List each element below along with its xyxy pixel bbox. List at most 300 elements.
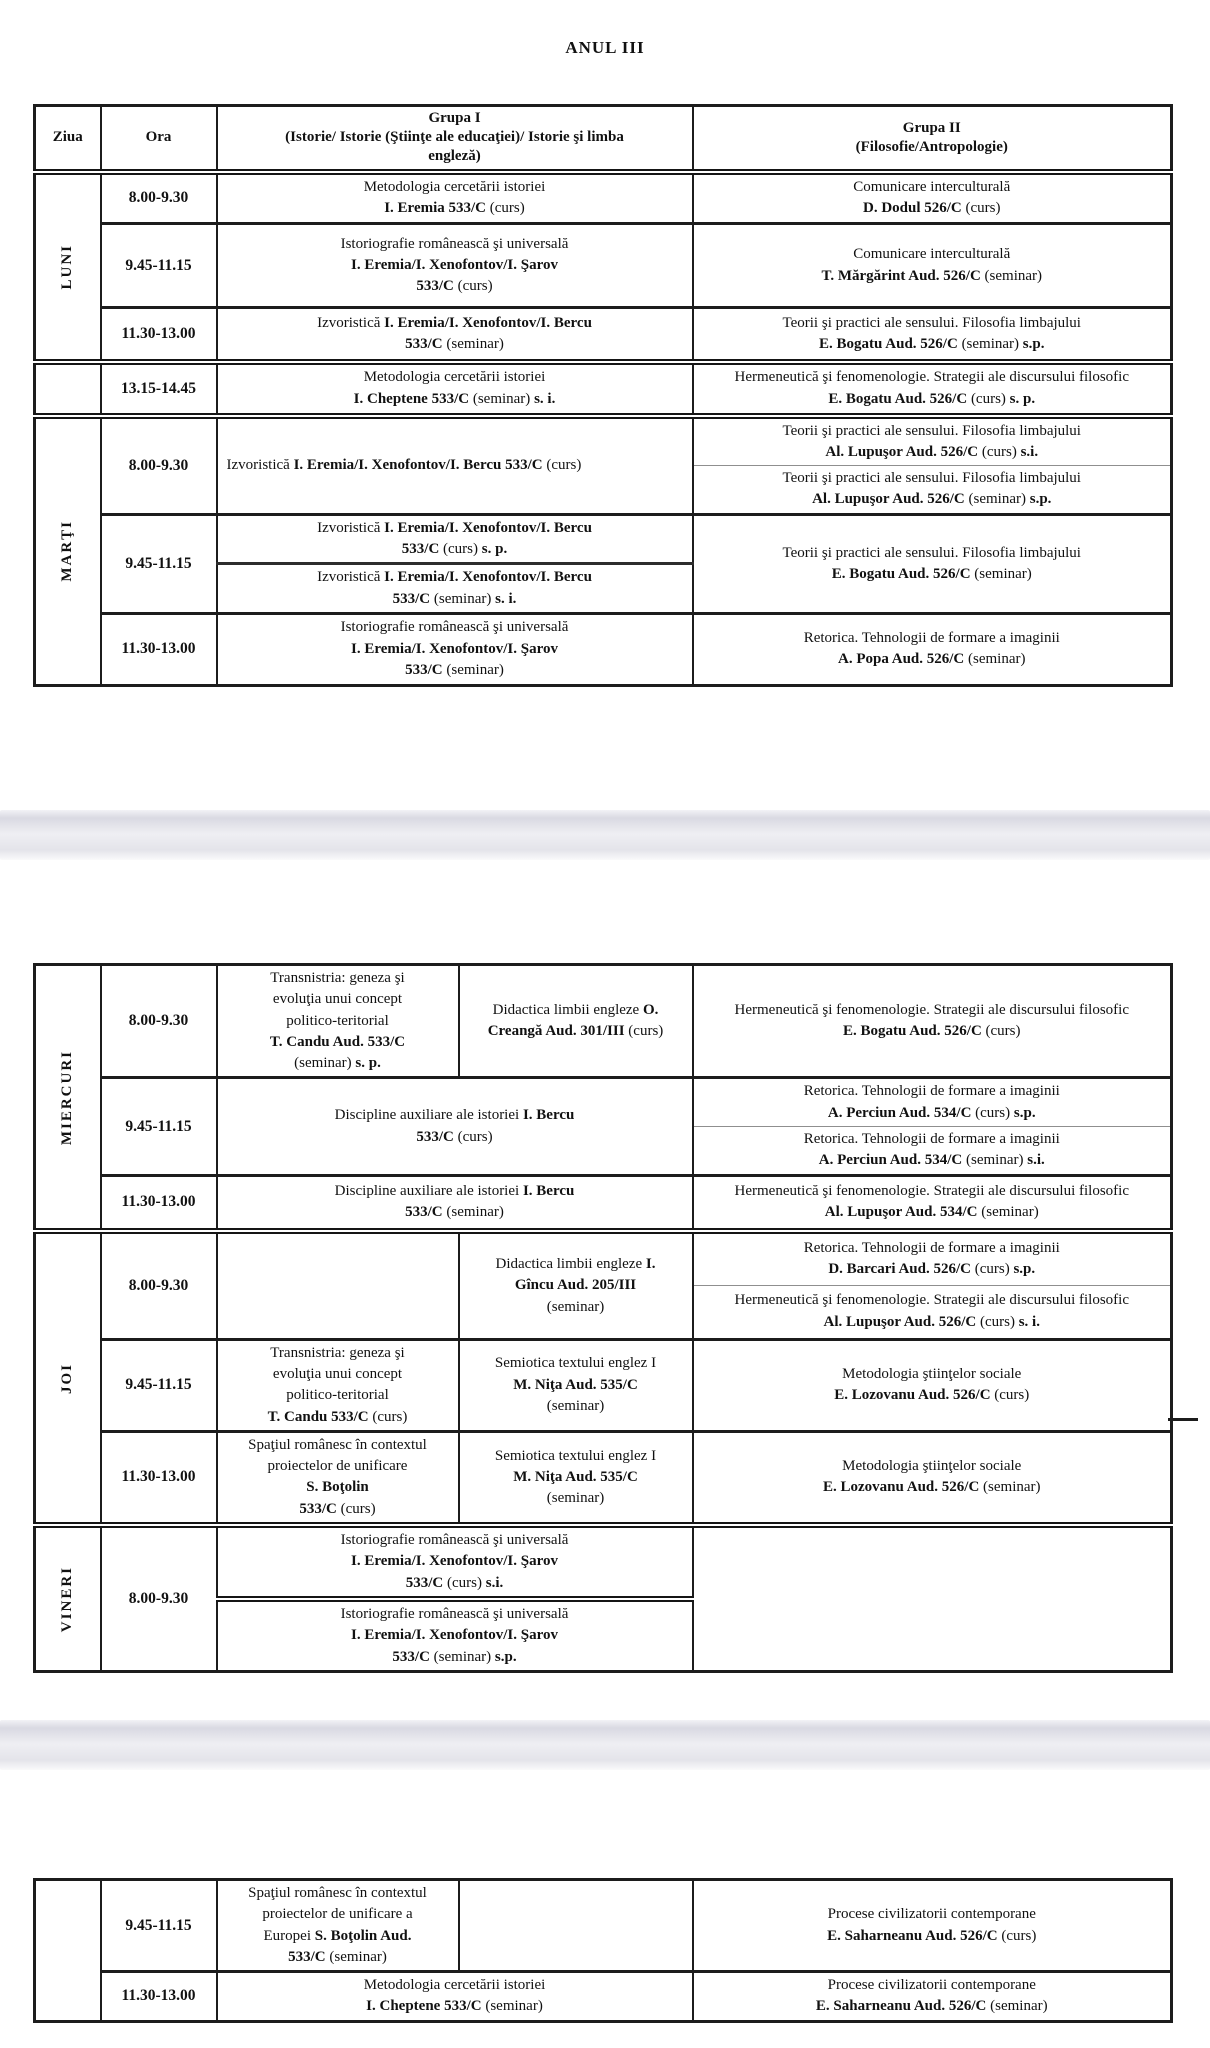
text-line: [224, 1573, 686, 1594]
header-row: [35, 106, 1172, 172]
table-row: [35, 172, 1172, 224]
text-run: D. Barcari Aud. 526/C: [828, 1261, 975, 1278]
text-run: E. Bogatu Aud. 526/C: [828, 390, 971, 407]
scan-artifact-line: [1168, 1418, 1198, 1421]
text-run: I.: [645, 1255, 656, 1272]
text-run: (seminar): [961, 335, 1023, 352]
text-run: Hermeneutică şi fenomenologie. Strategii ale discursului filosofic: [734, 1001, 1129, 1018]
text-line: [224, 1032, 452, 1053]
text-line: [700, 1477, 1165, 1498]
time-cell: 8.00-9.30: [101, 1231, 217, 1339]
text-line: [700, 1312, 1165, 1333]
text-run: Istoriografie românească şi universală: [340, 235, 569, 252]
text-run: Procese civilizatorii contemporane: [827, 1906, 1036, 1923]
text-run: s. i.: [1018, 1313, 1040, 1330]
text-line: [224, 1625, 686, 1646]
course-cell: [693, 965, 1172, 1078]
text-line: [700, 1975, 1165, 1996]
table-row: [35, 1972, 1172, 2022]
table-row: [35, 1231, 1172, 1285]
text-run: Grupa I: [428, 110, 481, 126]
table-row: [35, 1339, 1172, 1431]
course-cell: [693, 1431, 1172, 1525]
text-run: (curs): [970, 390, 1010, 407]
text-line: [224, 1530, 686, 1551]
text-run: A. Perciun Aud. 534/C: [818, 1152, 966, 1169]
text-run: Teorii şi practici ale sensului. Filosofia limbajului: [782, 544, 1081, 561]
time-cell: 9.45-11.15: [101, 224, 217, 308]
text-line: [224, 1456, 452, 1477]
text-run: Metodologia cercetării istoriei: [363, 1977, 546, 1994]
text-run: T. Mărgărint Aud. 526/C: [821, 267, 985, 284]
text-run: politico-teritorial: [286, 1387, 389, 1404]
text-run: s.p.: [1013, 1104, 1036, 1121]
text-run: Didactica limbii engleze: [495, 1255, 646, 1272]
course-subcell: [693, 1078, 1172, 1127]
table-row: [35, 1525, 1172, 1599]
text-run: s.p.: [1029, 491, 1052, 508]
text-line: [700, 1021, 1165, 1042]
time-cell: 9.45-11.15: [101, 1078, 217, 1175]
text-run: Metodologia ştiinţelor sociale: [842, 1365, 1022, 1382]
time-cell: 11.30-13.00: [101, 1972, 217, 2022]
text-run: Istoriografie românească şi universală: [340, 619, 569, 636]
time-cell: 11.30-13.00: [101, 308, 217, 362]
text-line: [224, 1647, 686, 1668]
text-run: (curs): [628, 1023, 664, 1040]
header-grupa1: [217, 106, 693, 172]
text-line: [224, 255, 686, 276]
text-run: 533/C: [405, 335, 447, 352]
text-line: [466, 1396, 686, 1417]
text-run: I. Eremia 533/C: [384, 200, 490, 217]
course-subcell: [693, 416, 1172, 466]
text-line: [224, 1053, 452, 1074]
text-line: [700, 564, 1165, 585]
page-separator-bar: [0, 810, 1210, 860]
text-run: I. Bercu: [522, 1107, 575, 1124]
text-line: [466, 1297, 686, 1318]
text-run: s.p.: [1013, 1261, 1036, 1278]
text-line: [224, 128, 686, 147]
text-line: [224, 367, 686, 388]
text-line: [224, 198, 686, 219]
table-row: [35, 224, 1172, 308]
table-row: [35, 613, 1172, 685]
page-separator-bar: [0, 1720, 1210, 1770]
text-run: I. Eremia/I. Xenofontov/I. Bercu: [384, 519, 592, 536]
course-cell: [217, 362, 693, 416]
text-run: 533/C: [299, 1500, 341, 1517]
text-line: [700, 313, 1165, 334]
text-line: [224, 1477, 452, 1498]
text-line: [224, 567, 686, 588]
text-run: s. i.: [495, 590, 517, 607]
text-line: [700, 1129, 1165, 1150]
course-cell: [693, 1339, 1172, 1431]
text-run: I. Eremia/I. Xenofontov/I. Şarov: [351, 256, 558, 273]
text-run: (curs): [975, 1104, 1014, 1121]
text-line: [700, 389, 1165, 410]
text-run: Transnistria: geneza şi: [270, 1344, 405, 1361]
text-line: [224, 1364, 452, 1385]
text-line: [700, 367, 1165, 388]
text-line: [466, 1375, 686, 1396]
course-subcell: [217, 514, 693, 564]
course-cell: [217, 1339, 459, 1431]
text-line: [700, 198, 1165, 219]
course-cell: [459, 1339, 693, 1431]
course-cell: [459, 965, 693, 1078]
text-run: Discipline auxiliare ale istoriei: [334, 1107, 523, 1124]
day-cell-empty: [35, 362, 101, 416]
text-run: s. i.: [534, 390, 556, 407]
text-run: Hermeneutică şi fenomenologie. Strategii ale discursului filosofic: [734, 1183, 1129, 1200]
text-run: s.i.: [1020, 443, 1039, 460]
course-cell: [217, 1078, 693, 1175]
course-cell: [217, 613, 693, 685]
text-line: [224, 313, 686, 334]
course-cell: [693, 224, 1172, 308]
day-label-joi: JOI: [59, 1362, 76, 1394]
text-run: s. p.: [1009, 390, 1036, 407]
text-run: A. Perciun Aud. 534/C: [827, 1104, 976, 1121]
text-line: [224, 1904, 452, 1925]
text-line: [224, 177, 686, 198]
text-line: [224, 276, 686, 297]
time-cell: 8.00-9.30: [101, 1525, 217, 1671]
text-run: evoluţia unui concept: [272, 991, 403, 1008]
text-run: Al. Lupuşor Aud. 534/C: [824, 1204, 982, 1221]
text-run: Grupa II: [902, 119, 961, 136]
timetable-top: [33, 104, 1173, 687]
course-cell: [217, 416, 693, 515]
text-line: [224, 1604, 686, 1625]
text-run: (curs): [443, 541, 482, 558]
text-run: Al. Lupuşor Aud. 526/C: [825, 443, 982, 460]
text-run: (seminar): [984, 267, 1043, 284]
text-run: E. Bogatu Aud. 526/C: [842, 1023, 986, 1040]
day-label-luni: LUNI: [59, 243, 76, 290]
text-run: (seminar): [546, 1490, 605, 1507]
text-run: Spaţiul românesc în contextul: [248, 1436, 427, 1453]
text-run: (curs): [994, 1387, 1030, 1404]
text-run: Teorii şi practici ale sensului. Filosofia limbajului: [782, 422, 1081, 439]
text-line: [700, 649, 1165, 670]
text-run: (curs): [974, 1261, 1014, 1278]
time-cell: 9.45-11.15: [101, 1339, 217, 1431]
text-line: [224, 1011, 452, 1032]
course-subcell: [693, 1127, 1172, 1176]
table-row: [35, 1078, 1172, 1127]
text-run: engleză): [428, 148, 481, 165]
time-cell: 11.30-13.00: [101, 1431, 217, 1525]
text-run: E. Bogatu Aud. 526/C: [819, 335, 962, 352]
text-run: (seminar): [974, 565, 1032, 582]
text-run: Teorii şi practici ale sensului. Filosofia limbajului: [782, 470, 1081, 487]
time-cell: 8.00-9.30: [101, 965, 217, 1078]
text-line: [224, 1385, 452, 1406]
text-run: Hermeneutică şi fenomenologie. Strategii ale discursului filosofic: [734, 1292, 1129, 1309]
table-row: [35, 1431, 1172, 1525]
text-line: [224, 1499, 452, 1520]
text-run: E. Bogatu Aud. 526/C: [831, 565, 975, 582]
text-run: 533/C: [392, 590, 434, 607]
course-subcell: [217, 1525, 693, 1599]
course-subcell: [217, 564, 693, 614]
table-row: [35, 1880, 1172, 1972]
header-ziua: Ziua: [35, 106, 101, 172]
course-cell: [693, 362, 1172, 416]
course-subcell: [693, 1285, 1172, 1339]
timetable-bottom: [33, 1878, 1173, 2023]
text-run: 533/C: [416, 1128, 458, 1145]
text-run: Discipline auxiliare ale istoriei: [334, 1183, 523, 1200]
text-line: [700, 1456, 1165, 1477]
text-line: [700, 468, 1165, 489]
text-line: [700, 421, 1165, 442]
text-line: [466, 1353, 686, 1374]
text-run: s. p.: [355, 1055, 381, 1072]
text-run: Metodologia ştiinţelor sociale: [842, 1458, 1022, 1475]
text-run: (seminar): [446, 662, 504, 679]
text-run: (curs): [546, 457, 582, 473]
text-line: [224, 1127, 686, 1148]
course-cell: [693, 514, 1172, 613]
text-run: A. Popa Aud. 526/C: [837, 651, 969, 668]
text-run: I. Cheptene 533/C: [353, 390, 473, 407]
text-line: [700, 1385, 1165, 1406]
course-cell: [217, 1431, 459, 1525]
text-line: [700, 266, 1165, 287]
text-line: [224, 1105, 686, 1126]
text-run: T. Candu Aud. 533/C: [269, 1033, 406, 1050]
text-run: Izvoristică: [226, 457, 294, 473]
text-run: S. Boţolin Aud.: [314, 1927, 412, 1944]
text-run: I. Eremia/I. Xenofontov/I. Bercu: [384, 314, 592, 331]
course-subcell: [693, 466, 1172, 515]
text-run: Izvoristică: [317, 314, 385, 331]
time-cell: 8.00-9.30: [101, 172, 217, 224]
course-cell: [217, 1972, 693, 2022]
text-run: (curs): [985, 1023, 1021, 1040]
text-run: Metodologia cercetării istoriei: [363, 369, 546, 386]
text-run: politico-teritorial: [286, 1012, 389, 1029]
text-run: (curs): [979, 1313, 1019, 1330]
text-run: (curs): [981, 443, 1021, 460]
header-grupa2: [693, 106, 1172, 172]
course-cell: [217, 1880, 459, 1972]
text-run: Izvoristică: [317, 519, 385, 536]
text-run: 533/C: [405, 1574, 447, 1591]
course-cell: [217, 172, 693, 224]
time-cell: 9.45-11.15: [101, 514, 217, 613]
text-line: [224, 147, 686, 166]
text-run: I. Eremia/I. Xenofontov/I. Şarov: [351, 640, 558, 657]
text-line: [224, 334, 686, 355]
text-line: [224, 1947, 452, 1968]
timetable-middle: [33, 963, 1173, 1673]
text-run: (curs): [1001, 1927, 1037, 1944]
text-run: 533/C: [288, 1948, 330, 1965]
text-line: [224, 1926, 452, 1947]
page-title: ANUL III: [565, 38, 645, 57]
text-run: s.i.: [1027, 1152, 1045, 1169]
course-subcell: [217, 1599, 693, 1671]
text-run: M. Niţa Aud. 535/C: [513, 1468, 638, 1485]
text-line: [700, 1926, 1165, 1947]
text-run: Istoriografie românească şi universală: [340, 1532, 569, 1549]
text-line: [466, 1275, 686, 1296]
course-cell-empty: [459, 1880, 693, 1972]
text-run: O.: [642, 1001, 659, 1018]
text-run: proiectelor de unificare: [267, 1458, 408, 1475]
course-cell: [217, 308, 693, 362]
text-run: Comunicare interculturală: [853, 246, 1011, 263]
text-line: [466, 1021, 686, 1042]
text-run: (curs): [447, 1574, 486, 1591]
text-run: Didactica limbii engleze: [492, 1001, 643, 1018]
text-run: Al. Lupuşor Aud. 526/C: [823, 1313, 980, 1330]
text-run: Retorica. Tehnologii de formare a imaginii: [803, 1240, 1060, 1257]
text-run: (curs): [489, 200, 525, 217]
text-run: (curs): [372, 1408, 408, 1425]
text-line: [700, 334, 1165, 355]
text-run: Retorica. Tehnologii de formare a imaginii: [803, 1131, 1060, 1148]
text-line: [700, 1364, 1165, 1385]
text-run: Spaţiul românesc în contextul: [248, 1885, 427, 1901]
course-cell: [217, 1175, 693, 1231]
course-cell: [217, 224, 693, 308]
text-run: Procese civilizatorii contemporane: [827, 1977, 1036, 1994]
text-run: Metodologia cercetării istoriei: [363, 179, 546, 196]
text-run: s.p.: [494, 1648, 517, 1665]
text-line: [227, 455, 686, 476]
text-run: Istoriografie românească şi universală: [340, 1605, 569, 1622]
text-line: [700, 1238, 1165, 1259]
text-line: [700, 1081, 1165, 1102]
text-line: [224, 617, 686, 638]
text-line: [224, 1975, 686, 1996]
time-cell: 11.30-13.00: [101, 1175, 217, 1231]
text-run: (seminar): [990, 1998, 1048, 2015]
text-run: I. Bercu: [522, 1183, 575, 1200]
text-line: [700, 119, 1165, 138]
table-row: [35, 965, 1172, 1078]
text-run: E. Lozovanu Aud. 526/C: [822, 1479, 984, 1496]
table-row: [35, 1175, 1172, 1231]
text-line: [700, 244, 1165, 265]
course-cell-empty: [217, 1231, 459, 1339]
text-line: [224, 1883, 452, 1904]
text-run: 533/C: [405, 1204, 447, 1221]
text-run: (seminar): [546, 1397, 605, 1414]
text-run: (curs): [457, 278, 493, 295]
table-row: [35, 514, 1172, 564]
table-row: [35, 416, 1172, 466]
text-run: I. Eremia/I. Xenofontov/I. Bercu: [384, 569, 592, 586]
text-run: I. Eremia/I. Xenofontov/I. Şarov: [351, 1553, 558, 1570]
course-cell: [693, 308, 1172, 362]
text-run: I. Eremia/I. Xenofontov/I. Bercu 533/C: [293, 457, 547, 473]
text-run: (seminar): [446, 335, 504, 352]
text-run: I. Eremia/I. Xenofontov/I. Şarov: [351, 1627, 558, 1644]
text-line: [700, 1904, 1165, 1925]
day-cell-vineri: [35, 1525, 101, 1671]
text-line: [700, 1103, 1165, 1124]
course-cell: [217, 965, 459, 1078]
text-line: [224, 1343, 452, 1364]
text-line: [224, 539, 686, 560]
text-line: [224, 389, 686, 410]
text-run: T. Candu 533/C: [267, 1408, 373, 1425]
text-line: [224, 1181, 686, 1202]
text-line: [700, 1996, 1165, 2017]
text-run: Europei: [263, 1927, 315, 1944]
text-run: (seminar): [485, 1998, 543, 2015]
text-line: [700, 138, 1165, 157]
text-line: [466, 1000, 686, 1021]
text-run: Al. Lupuşor Aud. 526/C: [812, 491, 969, 508]
text-run: Semiotica textului englez I: [494, 1447, 657, 1464]
day-cell-joi: [35, 1231, 101, 1525]
text-run: 533/C: [405, 662, 447, 679]
time-cell: 11.30-13.00: [101, 613, 217, 685]
text-run: S. Boţolin: [306, 1479, 369, 1496]
text-line: [224, 589, 686, 610]
text-run: Retorica. Tehnologii de formare a imaginii: [803, 1083, 1060, 1100]
text-line: [700, 1202, 1165, 1223]
text-line: [224, 1996, 686, 2017]
text-line: [700, 1290, 1165, 1311]
text-run: s. p.: [481, 541, 508, 558]
text-line: [466, 1488, 686, 1509]
text-line: [700, 1150, 1165, 1171]
text-run: (curs): [457, 1128, 493, 1145]
text-line: [224, 234, 686, 255]
text-run: Gîncu Aud. 205/III: [514, 1277, 637, 1294]
text-run: (seminar): [472, 390, 535, 407]
text-run: s.i.: [485, 1574, 504, 1591]
text-line: [224, 109, 686, 128]
text-run: Izvoristică: [317, 569, 385, 586]
text-line: [700, 543, 1165, 564]
text-line: [466, 1254, 686, 1275]
text-run: (seminar): [433, 1648, 495, 1665]
course-cell: [693, 613, 1172, 685]
text-run: (Istorie/ Istorie (Ştiinţe ale educaţiei)/ Istorie şi limba: [285, 129, 624, 146]
time-cell: 8.00-9.30: [101, 416, 217, 515]
header-ora: Ora: [101, 106, 217, 172]
day-cell-luni: [35, 172, 101, 362]
text-run: D. Dodul 526/C: [862, 200, 966, 217]
course-cell: [459, 1231, 693, 1339]
text-run: Semiotica textului englez I: [494, 1355, 657, 1372]
text-line: [700, 628, 1165, 649]
text-line: [700, 1000, 1165, 1021]
text-run: 533/C: [401, 541, 444, 558]
text-run: Comunicare interculturală: [853, 179, 1011, 196]
text-run: Hermeneutică şi fenomenologie. Strategii ale discursului filosofic: [734, 369, 1129, 386]
text-run: 533/C: [392, 1648, 434, 1665]
course-cell: [693, 172, 1172, 224]
course-cell-empty: [693, 1525, 1172, 1671]
table-row: [35, 308, 1172, 362]
text-run: M. Niţa Aud. 535/C: [513, 1376, 638, 1393]
text-run: (seminar): [546, 1298, 605, 1315]
course-cell: [693, 1175, 1172, 1231]
day-cell-empty: [35, 1880, 101, 2022]
